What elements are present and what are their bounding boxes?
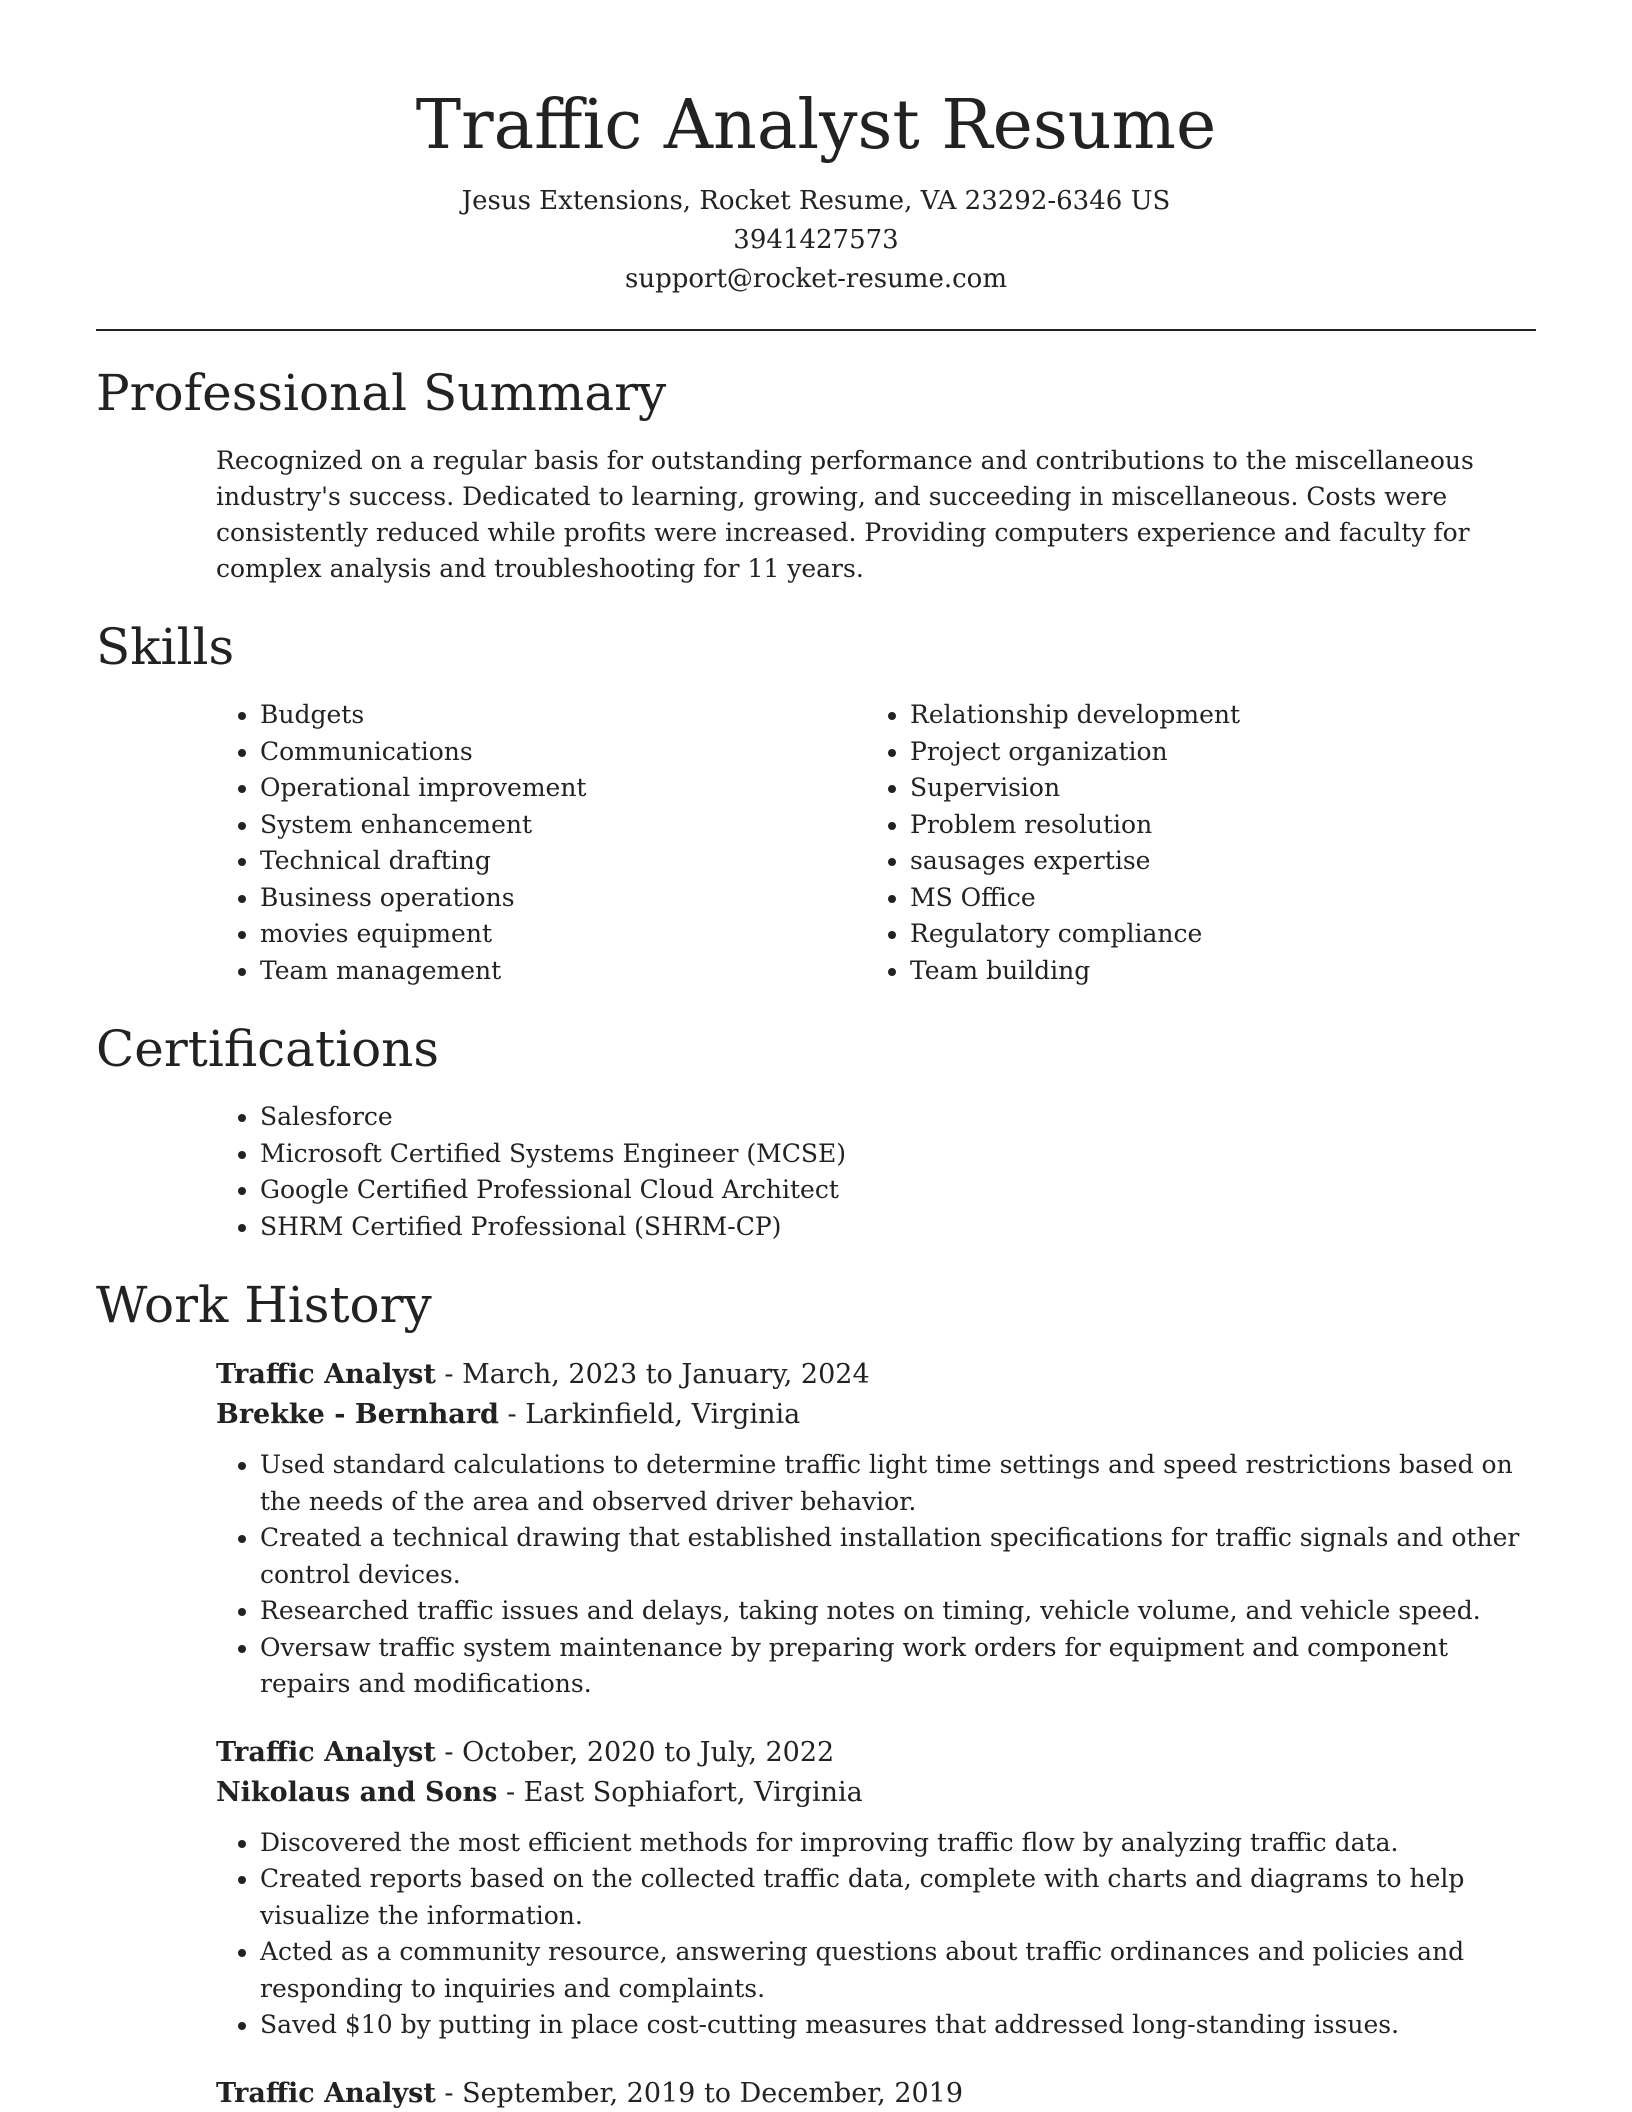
skill-item: • sausages expertise (910, 843, 1516, 880)
skill-item: • Problem resolution (910, 807, 1516, 844)
certification-item: • Salesforce (260, 1099, 1536, 1136)
job-entry (96, 1733, 1536, 2044)
skills-grid (216, 697, 1536, 989)
work-history-section (96, 1273, 1536, 2112)
summary-section (96, 361, 1536, 587)
skill-item: • Supervision (910, 770, 1516, 807)
skills-list-right (866, 697, 1516, 989)
job-dates: - October, 2020 to July, 2022 (435, 1736, 835, 1768)
job-role: Traffic Analyst (216, 2077, 436, 2109)
skill-item: • Technical drafting (260, 843, 866, 880)
skill-item: • Regulatory compliance (910, 916, 1516, 953)
summary-heading: Professional Summary (96, 364, 667, 422)
skill-item: • movies equipment (260, 916, 866, 953)
skill-item: • Operational improvement (260, 770, 866, 807)
skill-item: • Budgets (260, 697, 866, 734)
job-title-line (216, 1733, 1536, 1773)
resume-header (96, 0, 1536, 299)
job-location: - East Sophiafort, Virginia (497, 1776, 863, 1808)
work-history-heading: Work History (96, 1276, 432, 1334)
job-bullet: • Discovered the most efficient methods for improving traffic flow by analyzing traffic data. (260, 1825, 1536, 1862)
skill-item: • Business operations (260, 880, 866, 917)
job-title-line (216, 2074, 1536, 2112)
summary-text: Recognized on a regular basis for outstanding performance and contributions to the miscellaneous industry's success. Dedicated to learning, growing, and succeeding in miscellaneous. Costs were consistently reduced while profits were increased. Providing computers experience and faculty for complex analysis and troubleshooting for 11 years. (216, 446, 1474, 583)
job-bullet: • Oversaw traffic system maintenance by preparing work orders for equipment and component repairs and modifications. (260, 1630, 1536, 1703)
certification-item: • Google Certified Professional Cloud Architect (260, 1172, 1536, 1209)
job-dates: - September, 2019 to December, 2019 (435, 2077, 964, 2109)
job-title-line (216, 1355, 1536, 1395)
job-bullet: • Researched traffic issues and delays, taking notes on timing, vehicle volume, and vehicle speed. (260, 1593, 1536, 1630)
job-bullet: • Created a technical drawing that established installation specifications for traffic signals and other control devices. (260, 1520, 1536, 1593)
resume-page (96, 0, 1536, 2112)
skill-item: • System enhancement (260, 807, 866, 844)
job-bullet: • Saved $10 by putting in place cost-cutting measures that addressed long-standing issues. (260, 2007, 1536, 2044)
skills-heading: Skills (96, 618, 235, 676)
contact-phone: 3941427573 (733, 225, 899, 255)
certification-item: • Microsoft Certified Systems Engineer (MCSE) (260, 1136, 1536, 1173)
job-role: Traffic Analyst (216, 1359, 436, 1390)
contact-info (96, 182, 1536, 299)
job-bullets (216, 1447, 1536, 1703)
skill-item: • Communications (260, 734, 866, 771)
certifications-heading: Certifications (96, 1020, 440, 1078)
job-company-line (216, 1773, 1536, 1813)
job-entry (96, 2074, 1536, 2112)
skill-item: • Relationship development (910, 697, 1516, 734)
contact-email: support@rocket-resume.com (624, 264, 1007, 294)
job-bullet: • Created reports based on the collected traffic data, complete with charts and diagrams to help visualize the information. (260, 1861, 1536, 1934)
skill-item: • Team building (910, 953, 1516, 990)
job-company: Brekke - Bernhard (216, 1399, 499, 1430)
header-divider (96, 329, 1536, 331)
job-bullet: • Acted as a community resource, answering questions about traffic ordinances and policies and responding to inquiries and complaints. (260, 1934, 1536, 2007)
skill-item: • MS Office (910, 880, 1516, 917)
job-entry (96, 1355, 1536, 1703)
contact-address: Jesus Extensions, Rocket Resume, VA 23292-6346 US (461, 186, 1171, 216)
job-company: Nikolaus and Sons (216, 1776, 498, 1808)
resume-title: Traffic Analyst Resume (415, 86, 1217, 165)
skill-item: • Project organization (910, 734, 1516, 771)
certifications-section (96, 1017, 1536, 1245)
job-company-line (216, 1395, 1536, 1435)
job-dates: - March, 2023 to January, 2024 (435, 1359, 870, 1390)
job-location: - Larkinfield, Virginia (498, 1399, 801, 1430)
job-role: Traffic Analyst (216, 1736, 436, 1768)
certifications-list (216, 1099, 1536, 1245)
job-bullets (216, 1825, 1536, 2044)
skills-list-left (216, 697, 866, 989)
certification-item: • SHRM Certified Professional (SHRM-CP) (260, 1209, 1536, 1246)
skill-item: • Team management (260, 953, 866, 990)
job-bullet: • Used standard calculations to determine traffic light time settings and speed restrictions based on the needs of the area and observed driver behavior. (260, 1447, 1536, 1520)
skills-section (96, 615, 1536, 989)
